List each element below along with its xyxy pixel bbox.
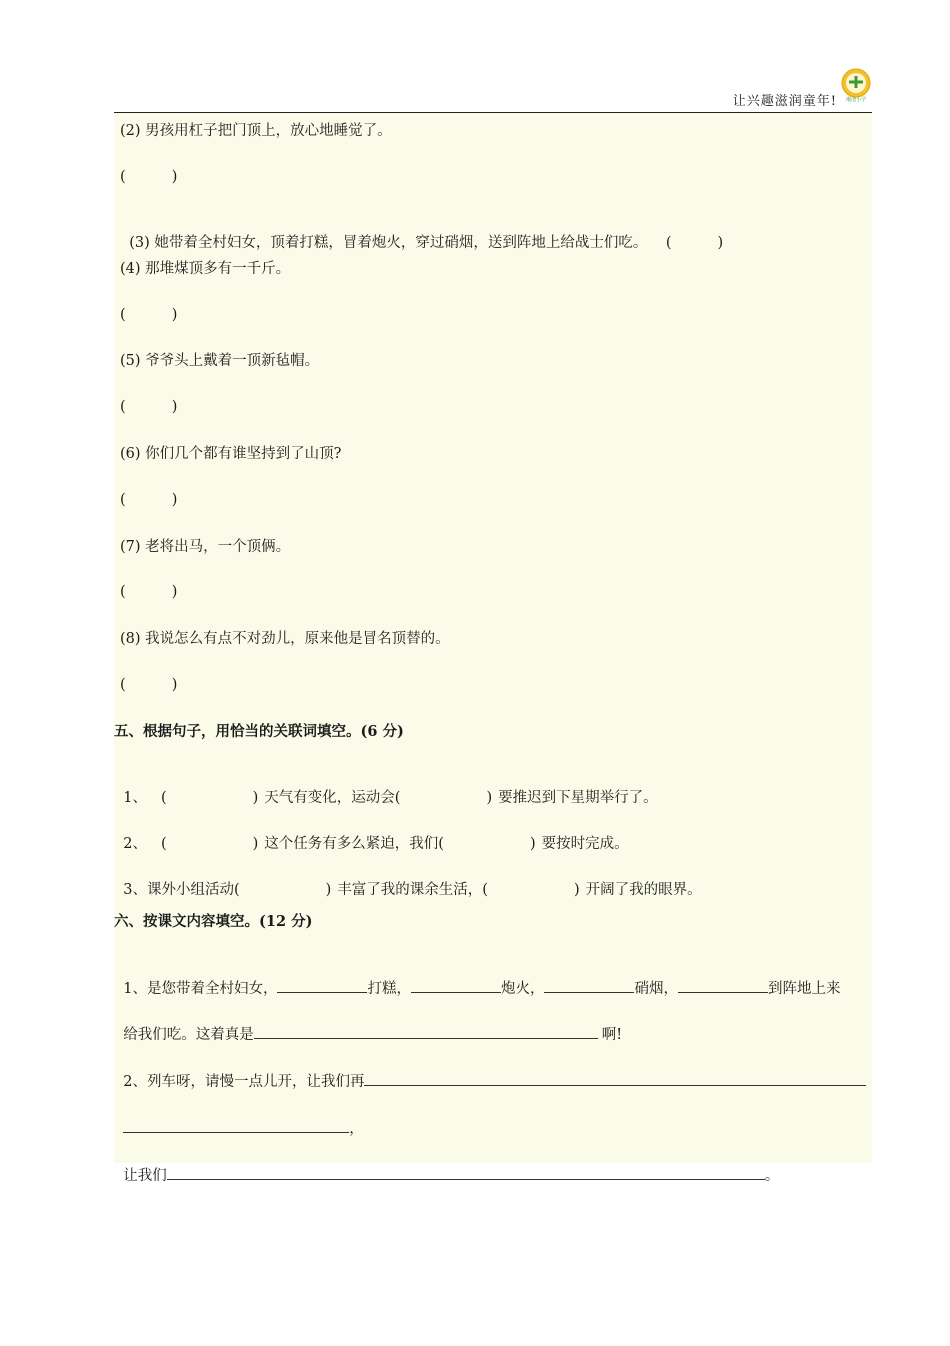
section-5-title: 五、根据句子，用恰当的关联词填空。(6 分) bbox=[114, 723, 404, 740]
section-5-question-2: 2、 ( ) 这个任务有多么紧迫，我们( ) 要按时完成。 bbox=[123, 836, 629, 852]
section-6-question-2-line-3: 让我们 。 bbox=[114, 1145, 779, 1186]
section-6-question-1-line-1: 1、是您带着全村妇女， 打糕， 炮火， 硝烟， 到阵地上来 bbox=[114, 958, 840, 999]
question-7-answer: ( ) bbox=[120, 584, 178, 600]
question-2-sentence: (2) 男孩用杠子把门顶上，放心地睡觉了。 bbox=[120, 123, 392, 139]
question-2-answer: ( ) bbox=[120, 169, 178, 185]
question-3-sentence bbox=[120, 213, 723, 253]
fill-blank[interactable] bbox=[277, 978, 367, 993]
fill-blank[interactable] bbox=[544, 978, 634, 993]
question-5-sentence: (5) 爷爷头上戴着一顶新毡帽。 bbox=[120, 353, 320, 369]
question-8-sentence: (8) 我说怎么有点不对劲儿，原来他是冒名顶替的。 bbox=[120, 631, 450, 647]
fill-blank[interactable] bbox=[364, 1071, 866, 1086]
section-6-question-1-line-2: 给我们吃。这着真是 啊! bbox=[114, 1004, 622, 1045]
question-8-answer: ( ) bbox=[120, 677, 178, 693]
fill-blank[interactable] bbox=[167, 1165, 765, 1180]
question-5-answer: ( ) bbox=[120, 399, 178, 415]
question-6-answer: ( ) bbox=[120, 492, 178, 508]
question-4-sentence: (4) 那堆煤顶多有一千斤。 bbox=[120, 261, 291, 277]
header-slogan: 让兴趣滋润童年! bbox=[732, 94, 837, 109]
question-7-sentence: (7) 老将出马，一个顶俩。 bbox=[120, 539, 291, 555]
section-5-question-1: 1、 ( ) 天气有变化，运动会( ) 要推迟到下星期举行了。 bbox=[123, 790, 658, 806]
section-6-title: 六、按课文内容填空。(12 分) bbox=[114, 913, 313, 930]
section-6-question-2-line-1: 2、列车呀，请慢一点儿开，让我们再 bbox=[114, 1051, 866, 1092]
section-5-question-3: 3、课外小组活动( ) 丰富了我的课余生活，( ) 开阔了我的眼界。 bbox=[123, 882, 702, 898]
fill-blank[interactable] bbox=[411, 978, 501, 993]
question-3-text: (3) 她带着全村妇女，顶着打糕，冒着炮火，穿过硝烟，送到阵地上给战士们吃。 bbox=[129, 235, 648, 251]
section-6-question-2-line-2: ， bbox=[114, 1098, 364, 1139]
fill-blank[interactable] bbox=[123, 1118, 349, 1133]
question-4-answer: ( ) bbox=[120, 307, 178, 323]
logo-caption: 潮池小学 bbox=[845, 97, 867, 102]
fill-blank[interactable] bbox=[678, 978, 768, 993]
question-3-answer: ( ) bbox=[665, 235, 724, 251]
fill-blank[interactable] bbox=[254, 1024, 598, 1039]
question-6-sentence: (6) 你们几个都有谁坚持到了山顶? bbox=[120, 446, 342, 462]
school-logo-icon bbox=[840, 68, 872, 102]
